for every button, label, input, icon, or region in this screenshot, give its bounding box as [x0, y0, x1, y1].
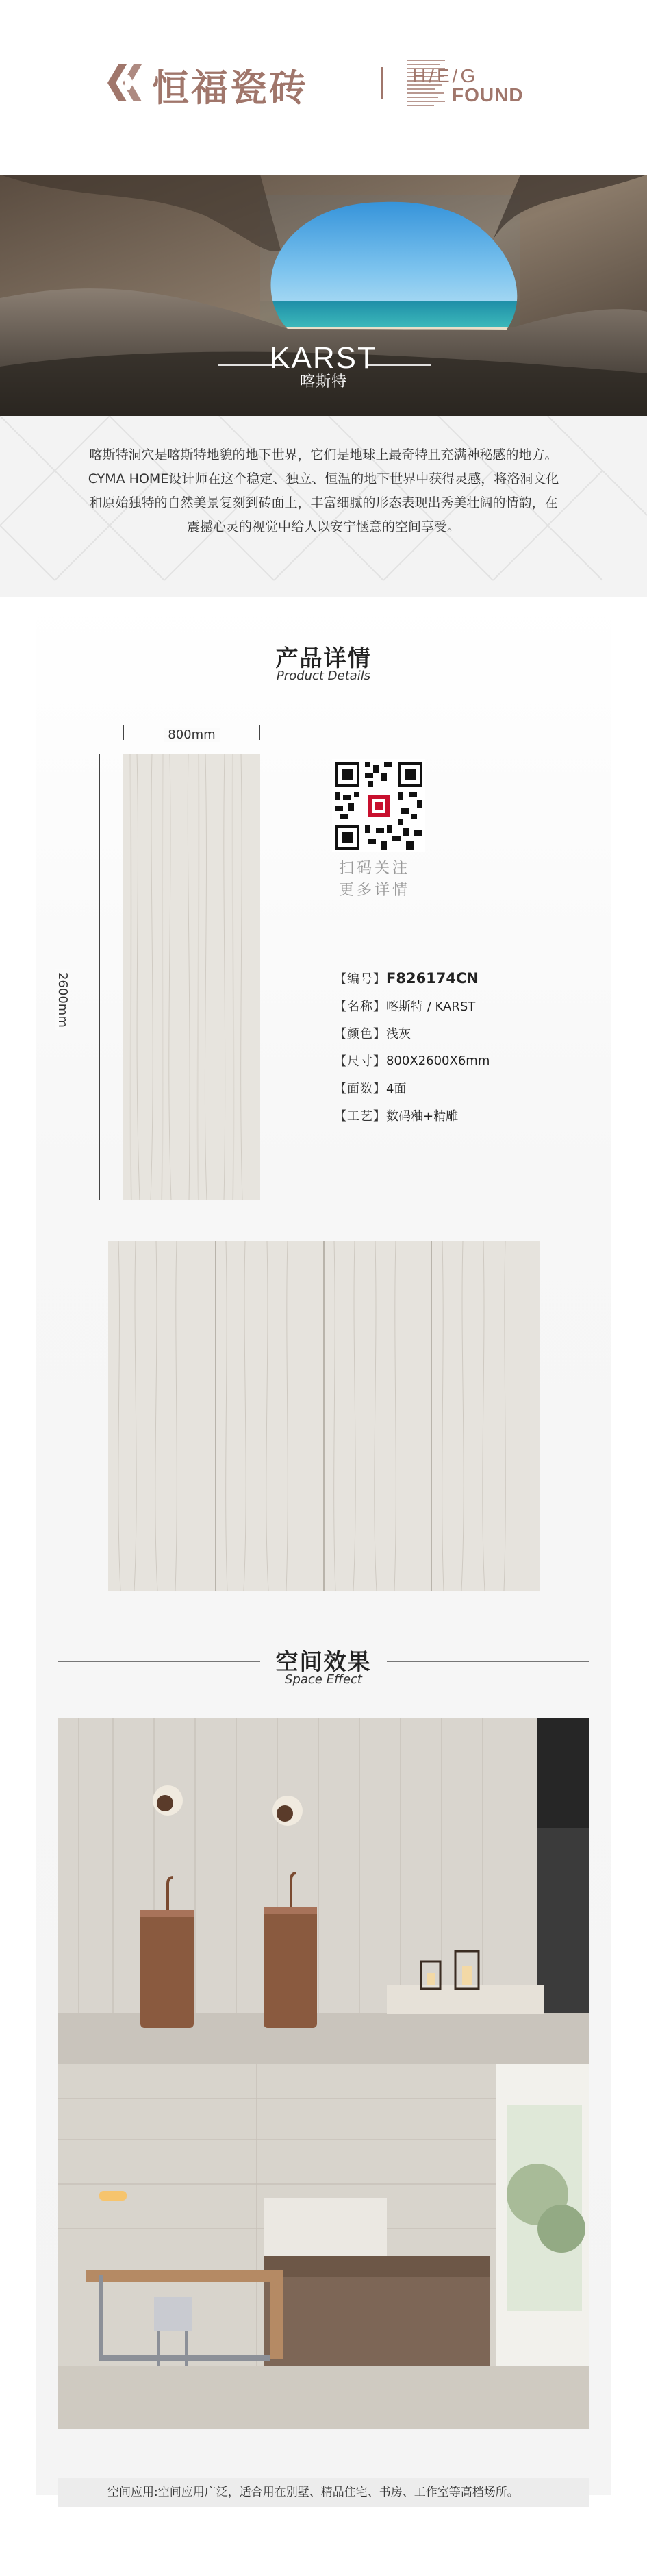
spec-key: 【面数】	[334, 1082, 386, 1096]
spec-key: 【工艺】	[334, 1109, 386, 1124]
width-dimension-label	[123, 728, 260, 742]
application-note: 空间应用:空间应用广泛，适合用在别墅、精品住宅、书房、工作室等高档场所。	[58, 2478, 589, 2507]
qr-caption: 扫码关注	[339, 860, 411, 877]
spec-value: 4面	[386, 1082, 407, 1096]
spec-value: F826174CN	[386, 970, 479, 987]
spec-value: 800X2600X6mm	[386, 1053, 490, 1068]
brand-name: 恒福瓷砖	[152, 66, 308, 110]
spec-value: 数码釉+精雕	[386, 1109, 459, 1124]
intro-line: 和原始独特的自然美景复刻到砖面上，丰富细腻的形态表现出秀美壮阔的情韵，在	[89, 495, 558, 510]
hero-title: KARST	[270, 341, 377, 375]
intro-line: 喀斯特洞穴是喀斯特地貌的地下世界，它们是地球上最奇特且充满神秘感的地方。	[89, 447, 558, 462]
intro-line: CYMA HOME设计师在这个稳定、独立、恒温的地下世界中获得灵感，将洛洞文化	[88, 471, 559, 486]
logo-letters: H/E/G	[412, 65, 479, 86]
intro-line: 震撼心灵的视觉中给人以安宁惬意的空间享受。	[186, 519, 460, 534]
logo-divider	[381, 67, 383, 99]
width-label: 800mm	[164, 728, 219, 742]
logo-word: FOUND	[452, 84, 524, 106]
qr-code-icon	[332, 759, 425, 852]
intro-paragraph	[48, 443, 599, 539]
brand-logo-icon	[106, 60, 146, 106]
intro-section	[0, 416, 647, 597]
qr-caption: 更多详情	[339, 882, 411, 899]
header	[0, 0, 647, 175]
spec-key: 【尺寸】	[334, 1054, 386, 1069]
space-photo-kitchen	[58, 2064, 589, 2429]
spec-key: 【编号】	[334, 972, 386, 987]
spec-value: 喀斯特 / KARST	[386, 1000, 476, 1014]
spec-row-code	[334, 968, 479, 989]
tile-sample	[123, 754, 260, 1200]
spec-value: 浅灰	[386, 1027, 411, 1041]
spec-row-size	[334, 1050, 490, 1071]
spec-row-faces	[334, 1078, 406, 1098]
footer-space	[0, 2511, 647, 2576]
space-effect-subtitle: Space Effect	[285, 1672, 362, 1687]
spec-key: 【名称】	[334, 1000, 386, 1014]
height-dimension-label: 2600mm	[55, 969, 70, 1030]
spec-row-name	[334, 995, 475, 1016]
space-effect-title: 空间效果	[275, 1648, 372, 1675]
space-photo-bathroom	[58, 1718, 589, 2064]
hero-subtitle: 喀斯特	[299, 373, 347, 391]
spec-row-craft	[334, 1105, 458, 1126]
spec-key: 【颜色】	[334, 1027, 386, 1041]
tile-faces-preview	[108, 1241, 540, 1591]
height-dimension-line	[99, 754, 100, 1200]
spec-row-color	[334, 1023, 411, 1043]
product-details-subtitle: Product Details	[276, 669, 371, 683]
product-details-title: 产品详情	[275, 645, 372, 671]
